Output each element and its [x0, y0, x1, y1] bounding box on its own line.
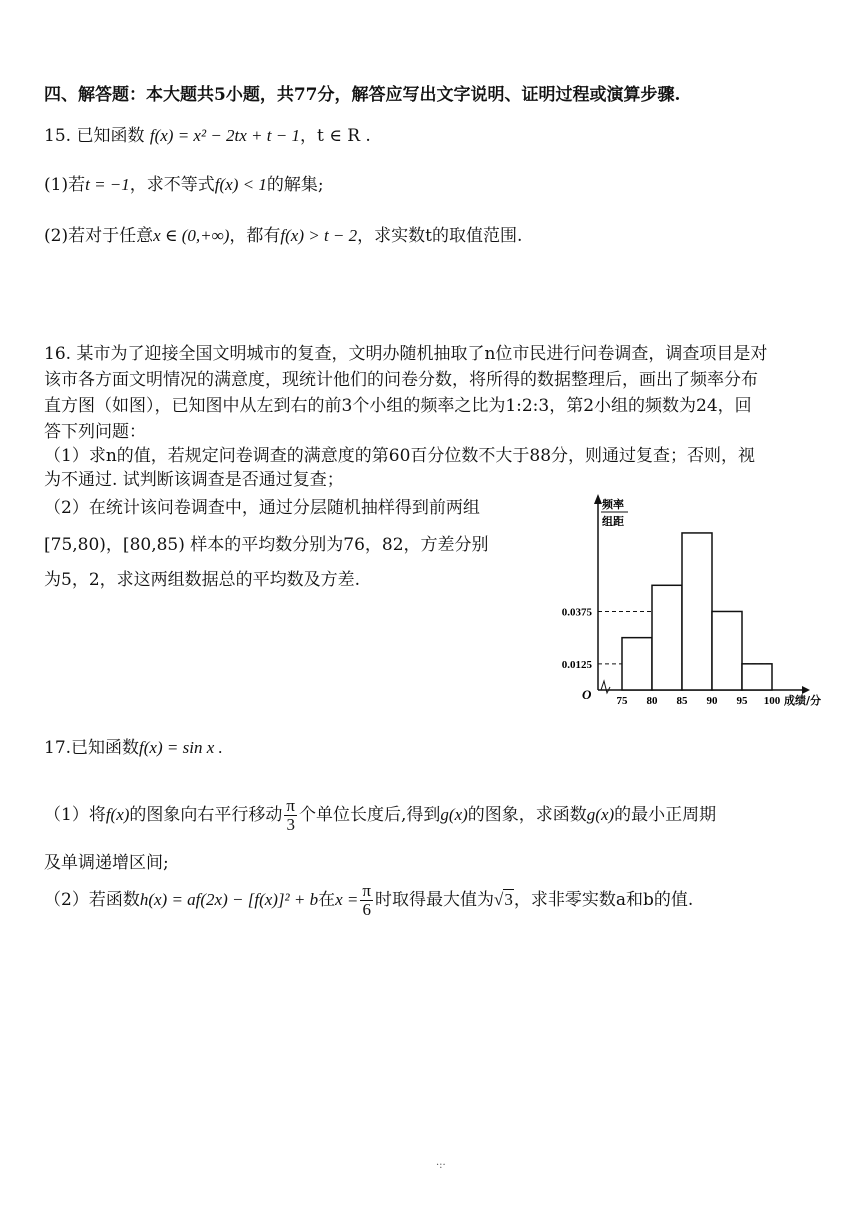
q16-line-3: 直方图（如图），已知图中从左到右的前3个小组的频率之比为1:2:3，第2小组的频数为24，回 — [44, 396, 752, 416]
q17-lead: 17.已知函数 — [44, 738, 140, 758]
q17-part2 — [44, 880, 693, 920]
bar-95-100 — [742, 664, 772, 690]
q15-p2-inequality: f(x) > t − 2 — [280, 226, 358, 245]
x-tick-label-100: 100 — [763, 695, 781, 707]
q17-p2-denominator: 6 — [362, 900, 371, 919]
y-tick-label-2: 0.0375 — [561, 606, 592, 619]
q17-p1-f: f(x) — [105, 805, 130, 824]
q17-p1-g: g(x) — [440, 805, 468, 824]
q15-p2-suffix: ，求实数t的取值范围. — [357, 226, 523, 246]
q17-stem — [44, 737, 223, 759]
q17-part1-line2: 及单调递增区间; — [44, 853, 169, 873]
axis-break-mark — [601, 681, 610, 693]
q17-p1-b: 的图象向右平行移动 — [129, 805, 283, 825]
q16-line-7: （2）在统计该问卷调查中，通过分层随机抽样得到前两组 — [44, 498, 480, 518]
q17-p1-e: 的最小正周期 — [614, 805, 717, 825]
q15-stem — [44, 125, 371, 147]
q17-p1-fraction — [284, 797, 297, 834]
x-tick-label-90: 90 — [706, 695, 718, 707]
q17-p2-h: h(x) = af(2x) − [f(x)]² + b — [139, 890, 319, 909]
section-heading: 四、解答题：本大题共5小题，共77分，解答应写出文字说明、证明过程或演算步骤. — [44, 85, 681, 105]
origin-label: O — [582, 687, 592, 702]
y-axis-arrow — [594, 494, 602, 504]
q16-line-5: （1）求n的值，若规定问卷调查的满意度的第60百分位数不大于88分，则通过复查；否则，视 — [44, 446, 756, 466]
y-axis-label-bottom: 组距 — [602, 515, 624, 528]
y-axis-label-top: 频率 — [602, 498, 624, 511]
q15-p2-set: x ∈ (0,+∞) — [153, 226, 230, 245]
x-tick-label-95: 95 — [736, 695, 748, 707]
x-tick-label-85: 85 — [676, 695, 688, 707]
bar-90-95 — [712, 611, 742, 690]
q17-p1-a: （1）将 — [44, 805, 106, 825]
bar-80-85 — [652, 585, 682, 690]
q15-p1-mid: ，求不等式 — [129, 175, 215, 195]
q17-p2-d: ，求非零实数a和b的值. — [513, 890, 694, 910]
q17-p1-d: 的图象，求函数 — [467, 805, 587, 825]
q15-p1-prefix: (1)若 — [44, 175, 86, 195]
q15-part1 — [44, 174, 324, 196]
q16-line-2: 该市各方面文明情况的满意度，现统计他们的问卷分数，将所得的数据整理后，画出了频率分布 — [44, 370, 758, 390]
q15-p1-suffix: 的解集; — [266, 175, 324, 195]
q15-p2-prefix: (2)若对于任意 — [44, 226, 154, 246]
bar-75-80 — [622, 638, 652, 690]
q17-p2-fraction — [360, 882, 373, 919]
q15-lead: 15. 已知函数 — [44, 126, 145, 146]
q16-line-6: 为不通过. 试判断该调查是否通过复查； — [44, 470, 344, 490]
q17-p2-x: x = — [335, 890, 359, 909]
x-tick-label-80: 80 — [646, 695, 658, 707]
x-axis-label: 成绩/分 — [784, 694, 822, 707]
q15-p2-mid: ，都有 — [229, 226, 281, 246]
q16-line-1: 16. 某市为了迎接全国文明城市的复查，文明办随机抽取了n位市民进行问卷调查，调查项目是对 — [44, 344, 768, 364]
q17-p2-c: 时取得最大值为 — [375, 890, 494, 910]
q17-p2-sqrt: √3 — [494, 890, 513, 909]
q17-p2-numerator: π — [362, 881, 371, 900]
footer-mark: ·:· — [436, 1160, 446, 1171]
q17-p2-a: （2）若函数 — [44, 890, 140, 910]
q17-p1-denominator: 3 — [286, 815, 295, 834]
q16-line-8: [75,80)，[80,85) 样本的平均数分别为76，82，方差分别 — [44, 535, 489, 555]
q15-p1-condition: t = −1 — [85, 175, 130, 194]
q15-function: f(x) = x² − 2tx + t − 1 — [149, 126, 300, 145]
x-axis-arrow — [802, 686, 810, 694]
bar-85-90 — [682, 533, 712, 690]
q15-p1-inequality: f(x) < 1 — [214, 175, 267, 194]
q16-line-4: 答下列问题： — [44, 422, 146, 442]
x-tick-label-75: 75 — [616, 695, 628, 707]
q17-part1 — [44, 795, 716, 835]
frequency-histogram — [540, 490, 840, 715]
q17-p2-sqrt-value: 3 — [504, 890, 513, 909]
q16-line-9: 为5，2，求这两组数据总的平均数及方差. — [44, 570, 361, 590]
q17-function: f(x) = sin x . — [139, 738, 223, 757]
q15-part2 — [44, 225, 522, 247]
q17-p2-b: 在 — [318, 890, 336, 910]
q15-domain: ，t ∈ R . — [299, 126, 371, 146]
q17-p1-g2: g(x) — [586, 805, 615, 824]
q17-p1-c: 个单位长度后,得到 — [299, 805, 441, 825]
y-tick-label-1: 0.0125 — [561, 658, 592, 671]
q17-p1-numerator: π — [286, 796, 296, 815]
